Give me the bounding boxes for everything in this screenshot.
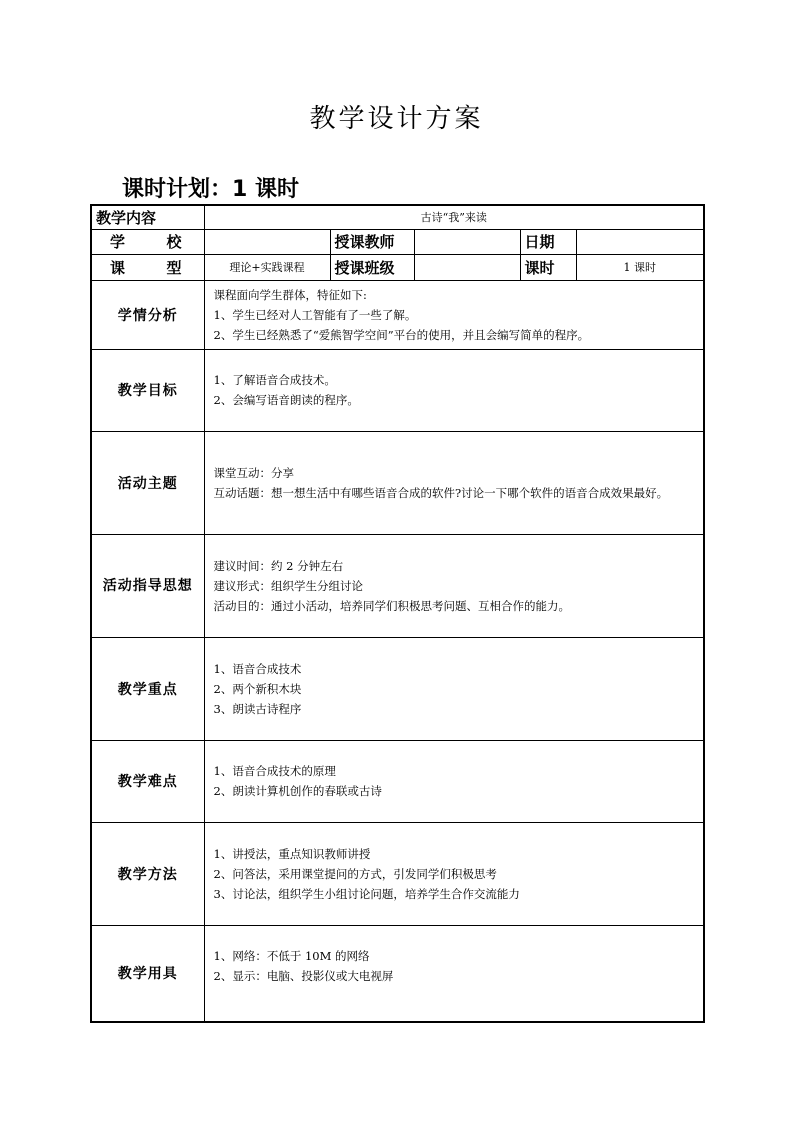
content-teaching-goals: 1、了解语音合成技术。 2、会编写语音朗读的程序。 xyxy=(204,349,704,431)
content-activity-guidance: 建议时间：约 2 分钟左右 建议形式：组织学生分组讨论 活动目的：通过小活动，培养同学们积极思考问题、互相合作的能力。 xyxy=(204,534,704,637)
lesson-plan-heading: 课时计划：1 课时 xyxy=(122,177,299,202)
row-activity-theme xyxy=(91,431,704,534)
label-course-type: 课 型 xyxy=(91,254,204,280)
label-class: 授课班级 xyxy=(330,254,414,280)
label-date: 日期 xyxy=(520,229,576,254)
label-activity-theme: 活动主题 xyxy=(91,431,204,534)
label-school: 学 校 xyxy=(91,229,204,254)
label-teaching-goals: 教学目标 xyxy=(91,349,204,431)
label-teaching-tools: 教学用具 xyxy=(91,925,204,1022)
value-date xyxy=(576,229,704,254)
value-teacher xyxy=(414,229,520,254)
label-teaching-methods: 教学方法 xyxy=(91,822,204,925)
label-difficult-points: 教学难点 xyxy=(91,740,204,822)
row-content xyxy=(91,205,704,229)
content-learner-analysis: 课程面向学生群体，特征如下: 1、学生已经对人工智能有了一些了解。 2、学生已经熟悉了“爱熊智学空间”平台的使用，并且会编写简单的程序。 xyxy=(204,280,704,349)
label-key-points: 教学重点 xyxy=(91,637,204,740)
value-teaching-content: 古诗“我”来读 xyxy=(204,205,704,229)
label-activity-guidance: 活动指导思想 xyxy=(91,534,204,637)
row-type xyxy=(91,254,704,280)
value-period: 1 课时 xyxy=(576,254,704,280)
row-learner-analysis xyxy=(91,280,704,349)
content-teaching-methods: 1、讲授法，重点知识教师讲授 2、问答法，采用课堂提问的方式，引发同学们积极思考 3、讨论法，组织学生小组讨论问题，培养学生合作交流能力 xyxy=(204,822,704,925)
label-teacher: 授课教师 xyxy=(330,229,414,254)
row-difficult-points xyxy=(91,740,704,822)
content-difficult-points: 1、语音合成技术的原理 2、朗读计算机创作的春联或古诗 xyxy=(204,740,704,822)
row-teaching-methods xyxy=(91,822,704,925)
row-teaching-goals xyxy=(91,349,704,431)
row-key-points xyxy=(91,637,704,740)
content-activity-theme: 课堂互动：分享 互动话题：想一想生活中有哪些语音合成的软件?讨论一下哪个软件的语音合成效果最好。 xyxy=(204,431,704,534)
content-key-points: 1、语音合成技术 2、两个新积木块 3、朗读古诗程序 xyxy=(204,637,704,740)
value-class xyxy=(414,254,520,280)
content-teaching-tools: 1、网络：不低于 10M 的网络 2、显示：电脑、投影仪或大电视屏 xyxy=(204,925,704,1022)
label-period: 课时 xyxy=(520,254,576,280)
label-learner-analysis: 学情分析 xyxy=(91,280,204,349)
row-school xyxy=(91,229,704,254)
row-activity-guidance xyxy=(91,534,704,637)
label-teaching-content: 教学内容 xyxy=(91,205,204,229)
value-school xyxy=(204,229,330,254)
lesson-plan-table xyxy=(90,204,705,1023)
document-title: 教学设计方案 xyxy=(309,104,484,134)
row-teaching-tools xyxy=(91,925,704,1022)
value-course-type: 理论+实践课程 xyxy=(204,254,330,280)
